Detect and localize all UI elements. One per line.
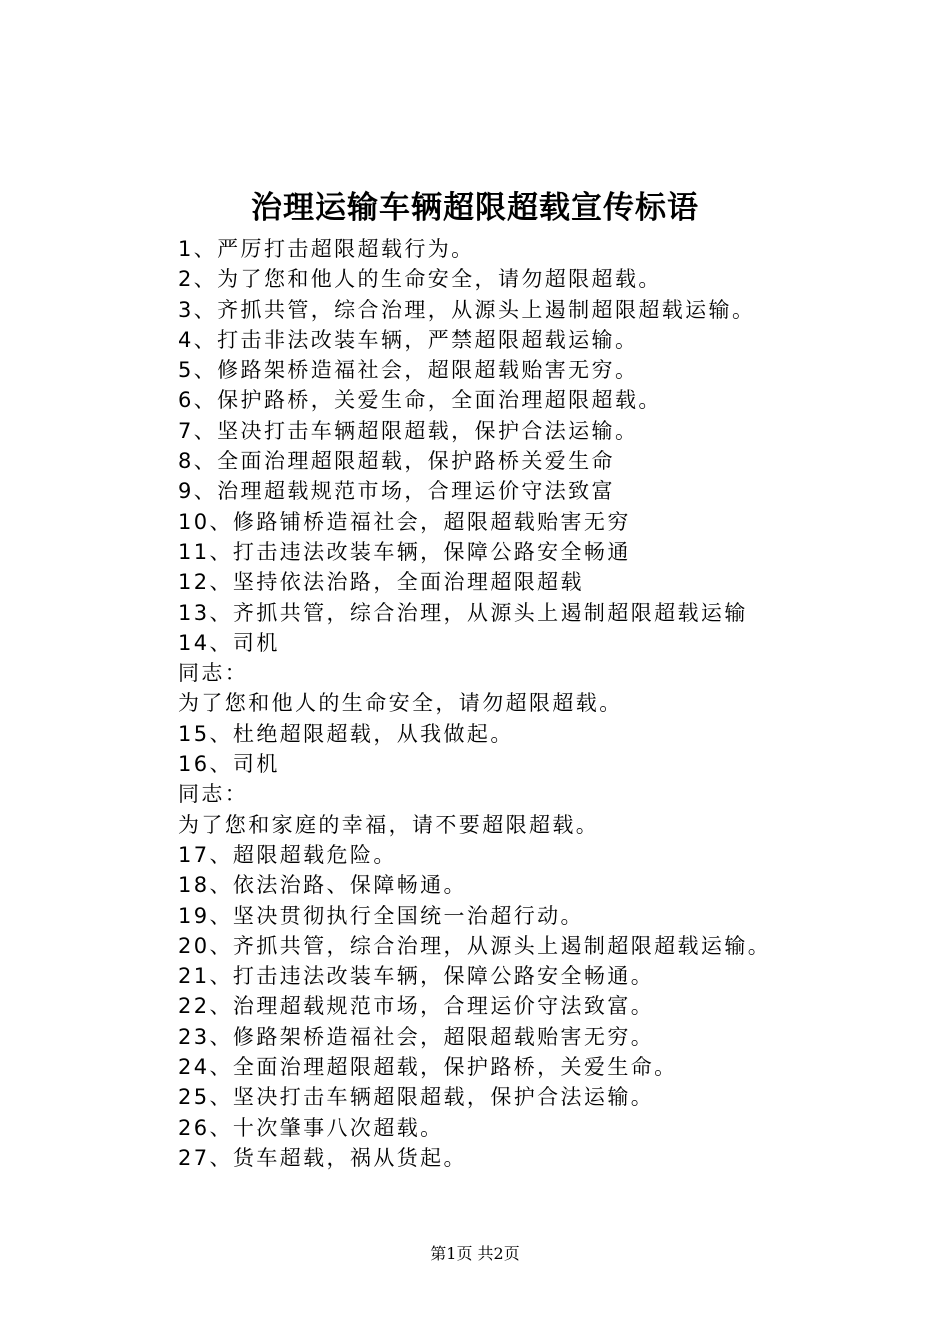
slogan-line: 18、依法治路、保障畅通。 xyxy=(178,873,467,898)
page-title: 治理运输车辆超限超载宣传标语 xyxy=(251,190,699,226)
slogan-line: 17、超限超载危险。 xyxy=(178,842,397,867)
slogan-line: 26、十次肇事八次超载。 xyxy=(178,1115,444,1140)
slogan-line: 16、司机 xyxy=(178,752,280,777)
slogan-line: 3、齐抓共管，综合治理，从源头上遏制超限超载运输。 xyxy=(178,297,756,322)
slogan-line: 11、打击违法改装车辆，保障公路安全畅通 xyxy=(178,539,631,564)
slogan-line: 同志： xyxy=(178,661,249,686)
slogan-line: 7、坚决打击车辆超限超载，保护合法运输。 xyxy=(178,418,639,443)
slogan-line: 23、修路架桥造福社会，超限超载贻害无穷。 xyxy=(178,1024,655,1049)
slogan-line: 15、杜绝超限超载，从我做起。 xyxy=(178,721,514,746)
slogan-line: 5、修路架桥造福社会，超限超载贻害无穷。 xyxy=(178,358,639,383)
slogan-line: 20、齐抓共管，综合治理，从源头上遏制超限超载运输。 xyxy=(178,933,772,958)
slogan-line: 22、治理超载规范市场，合理运价守法致富。 xyxy=(178,994,655,1019)
slogan-line: 13、齐抓共管，综合治理，从源头上遏制超限超载运输 xyxy=(178,600,748,625)
slogan-line: 10、修路铺桥造福社会，超限超载贻害无穷 xyxy=(178,509,631,534)
slogan-line: 19、坚决贯彻执行全国统一治超行动。 xyxy=(178,903,584,928)
slogan-line: 12、坚持依法治路，全面治理超限超载 xyxy=(178,570,584,595)
slogan-line: 1、严厉打击超限超载行为。 xyxy=(178,237,475,261)
slogan-line: 9、治理超载规范市场，合理运价守法致富 xyxy=(178,479,615,504)
slogan-line: 同志： xyxy=(178,782,249,807)
slogan-line: 27、货车超载，祸从货起。 xyxy=(178,1145,467,1170)
slogan-line: 24、全面治理超限超载，保护路桥，关爱生命。 xyxy=(178,1055,678,1080)
slogan-line: 14、司机 xyxy=(178,630,280,655)
slogan-line: 6、保护路桥，关爱生命，全面治理超限超载。 xyxy=(178,388,662,413)
slogan-line: 为了您和家庭的幸福，请不要超限超载。 xyxy=(178,812,600,837)
slogan-line: 8、全面治理超限超载，保护路桥关爱生命 xyxy=(178,449,615,474)
slogan-line: 25、坚决打击车辆超限超载，保护合法运输。 xyxy=(178,1085,655,1110)
slogan-line: 为了您和他人的生命安全，请勿超限超载。 xyxy=(178,691,623,716)
page-footer: 第1页 共2页 xyxy=(430,1244,520,1263)
slogan-line: 2、为了您和他人的生命安全，请勿超限超载。 xyxy=(178,267,662,292)
slogan-line: 4、打击非法改装车辆，严禁超限超载运输。 xyxy=(178,327,639,352)
slogan-line: 21、打击违法改装车辆，保障公路安全畅通。 xyxy=(178,964,655,989)
slogan-list xyxy=(178,234,771,1173)
